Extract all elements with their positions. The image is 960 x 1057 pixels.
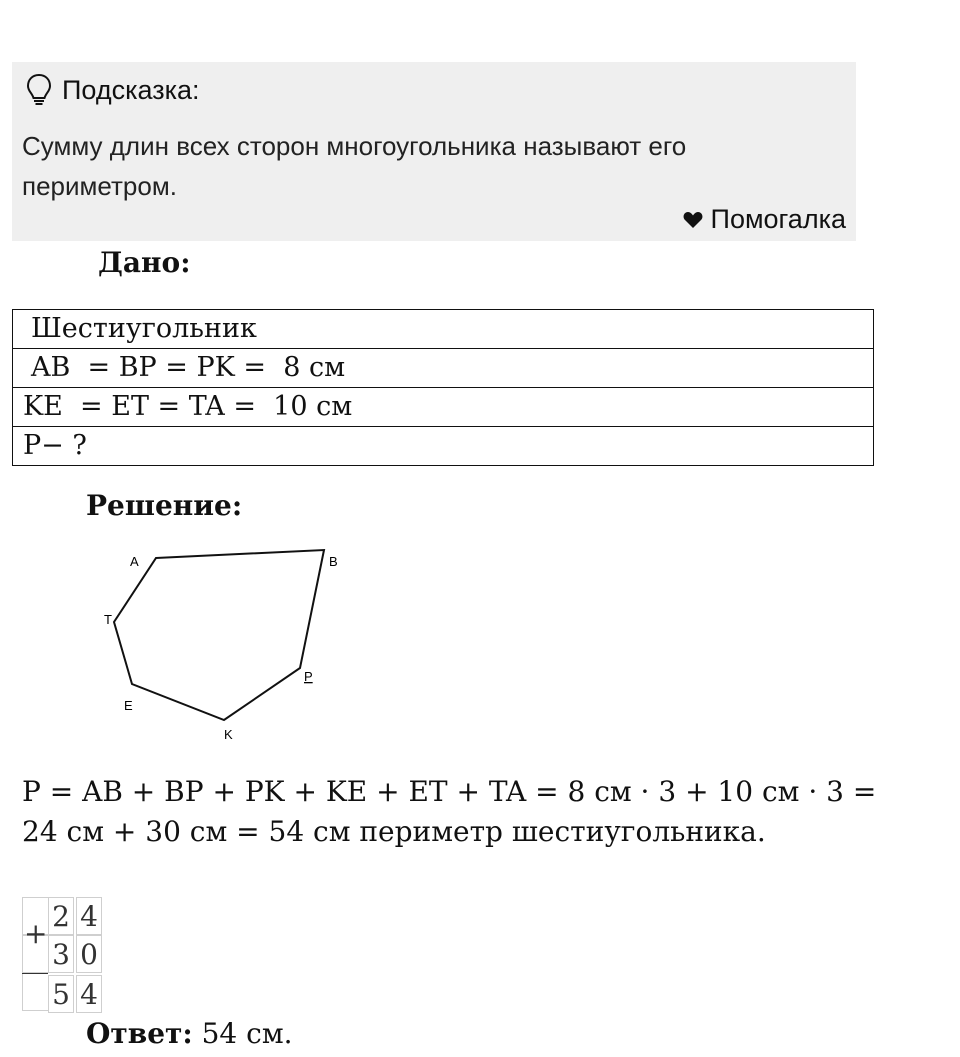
vertex-label-b: B — [329, 554, 338, 569]
solution-heading: Решение: — [86, 489, 243, 522]
helper-link[interactable] — [683, 204, 846, 235]
answer-label: Ответ: — [86, 1017, 193, 1050]
given-heading: Дано: — [98, 246, 191, 279]
hint-title: Подсказка: — [62, 74, 200, 105]
answer-line — [86, 1014, 293, 1054]
given-table — [12, 309, 874, 466]
plus-sign: + — [24, 917, 48, 950]
given-row: P− ? — [13, 427, 874, 466]
vertex-label-a: A — [130, 554, 139, 569]
vertex-label-p: P — [304, 669, 313, 684]
hexagon-shape — [114, 550, 324, 720]
vertex-label-k: K — [224, 727, 233, 742]
result-cell: 4 — [76, 975, 102, 1013]
hint-box — [12, 62, 856, 241]
digit-cell: 2 — [48, 897, 74, 935]
formula-line-2: 24 см + 30 см = 54 см периметр шестиугольника. — [22, 815, 766, 848]
column-addition — [22, 897, 104, 1015]
vertex-label-e: E — [124, 698, 133, 713]
digit-cell: 3 — [48, 935, 74, 973]
formula-line-1: P = AB + BP + PK + KE + ET + TA = 8 см · 3 + 10 см · 3 = — [22, 775, 877, 808]
given-row: AB = BP = PK = 8 см — [13, 349, 874, 388]
result-cell: 5 — [48, 975, 74, 1013]
hint-header — [26, 70, 200, 110]
given-row: Шестиугольник — [13, 310, 874, 349]
solution-formula — [22, 772, 922, 852]
heart-icon — [683, 211, 703, 229]
hint-text: Сумму длин всех сторон многоугольника называют его периметром. — [22, 131, 687, 201]
sum-line — [22, 973, 48, 974]
digit-cell: 4 — [76, 897, 102, 935]
given-row: KE = ET = TA = 10 см — [13, 388, 874, 427]
helper-label: Помогалка — [710, 204, 846, 234]
hexagon-figure — [90, 540, 360, 750]
lightbulb-icon — [26, 73, 52, 107]
digit-cell: 0 — [76, 935, 102, 973]
answer-value: 54 см. — [192, 1017, 293, 1050]
grid-cell — [22, 973, 48, 1011]
vertex-label-t: T — [104, 612, 112, 627]
